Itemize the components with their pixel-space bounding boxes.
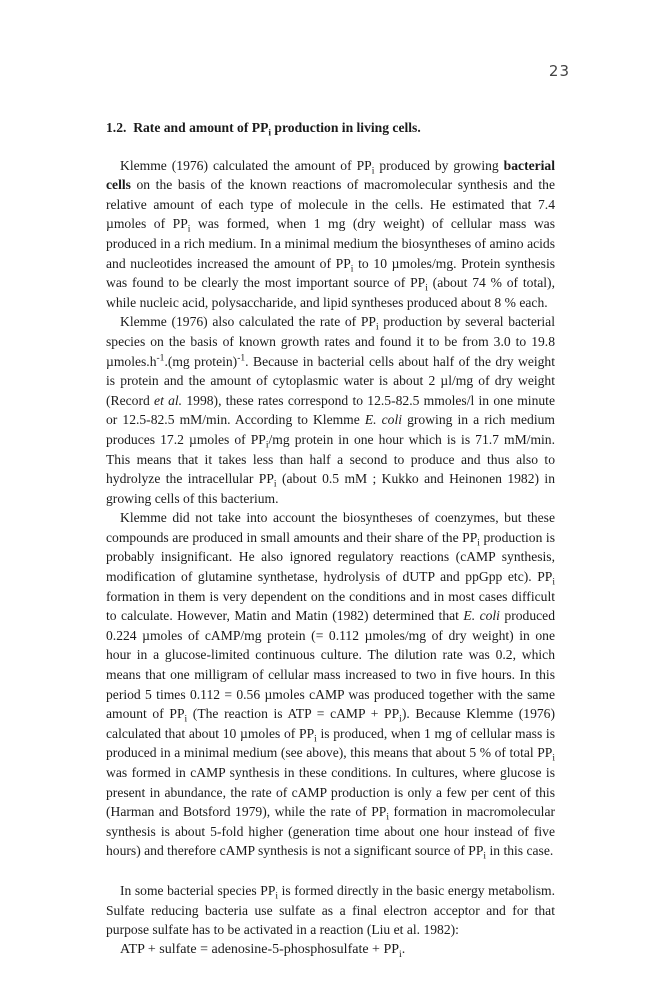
section-title: Rate and amount of $PP_i$ production in living cells. bbox=[133, 120, 421, 139]
paragraph-klemme-amount: Klemme (1976) calculated the amount of $PP_i$ produced by growing bacterial cells on the basis of the known reactions of macromolecular synthesis and the relative amount of each type of molecule in the cells. He estimated that 7.4 µmoles of $PP_i$ was formed, when 1 mg (dry weight) of cellular mass was produced in a rich medium. In a minimal medium the biosyntheses of amino acids and nucleotides increased the amount of $PP_i$ to 10 µmoles/mg. Protein synthesis was found to be clearly the most important source of $PP_i$ (about 74 % of total), while nucleic acid, polysaccharide, and lipid syntheses produced about 8 % each. bbox=[106, 157, 556, 310]
section-number: 1.2. bbox=[106, 120, 127, 135]
reaction-equation: ATP + sulfate = adenosine-5-phosphosulfate + $PP_i$. bbox=[120, 941, 406, 960]
paragraph-klemme-rate: Klemme (1976) also calculated the rate of $PP_i$ production by several bacterial species on the basis of known growth rates and found it to be from 3.0 to 19.8 $\mu moles.h^{-1}.(mg$ protein)$^{-1}$. Because in bacterial cells about half of the dry weight is protein and the amount of cytoplasmic water is about 2 µl/mg of dry weight (Record et al. 1998), these rates correspond to 12.5-82.5 mmoles/l in one minute or 12.5-82.5 mM/min. According to Klemme E. coli growing in a rich medium produces 17.2 µmoles of $PP_i/mg$ protein in one hour which is is 71.7 mM/min. This means that it takes less than half a second to produce and thus also to hydrolyze the intracellular $PP_i$ (about 0.5 mM ; Kukko and Heinonen 1982) in growing cells of this bacterium. bbox=[106, 314, 556, 506]
section-heading bbox=[106, 118, 555, 138]
paragraph-coenzymes-camp: Klemme did not take into account the biosyntheses of coenzymes, but these compounds are produced in small amounts and their share of the $PP_i$ production is probably insignificant. He also ignored regulatory reactions (cAMP synthesis, modification of glutamine synthetase, hydrolysis of dUTP and ppGpp etc). $PP_i$ formation in them is very dependent on the conditions and in most cases difficult to calculate. However, Matin and Matin (1982) determined that E. coli produced 0.224 µmoles of cAMP/mg protein (= 0.112 µmoles/mg of dry weight) in one hour in a glucose-limited continuous culture. The dilution rate was 0.2, which means that one milligram of cellular mass increased to two in five hours. In this period 5 times 0.112 = 0.56 µmoles cAMP was produced together with the same amount of $PP_i$ (The reaction is ATP = cAMP + $PP_i$). Because Klemme (1976) calculated that about 10 µmoles of $PP_i$ is produced, when 1 mg of cellular mass is produced in a minimal medium (see above), this means that about 5 % of total $PP_i$ was formed in cAMP synthesis in these conditions. In cultures, where glucose is present in abundance, the rate of cAMP production is only a few per cent of this (Harman and Botsford 1979), while the rate of $PP_i$ formation in macromolecular synthesis is about 5-fold higher (generation time about one hour instead of five hours) and therefore cAMP synthesis is not a significant source of $PP_i$ in this case. bbox=[106, 510, 556, 863]
page-number: 23 bbox=[548, 62, 570, 80]
bold-term: bacterial cells bbox=[106, 157, 556, 193]
page-body bbox=[106, 118, 555, 959]
paragraph-energy-metabolism: In some bacterial species $PP_i$ is formed directly in the basic energy metabolism. Sulfate reducing bacteria use sulfate as a final electron acceptor and for that purpose sulfate has to be activated in a reaction (Liu et al. 1982): bbox=[106, 882, 555, 938]
